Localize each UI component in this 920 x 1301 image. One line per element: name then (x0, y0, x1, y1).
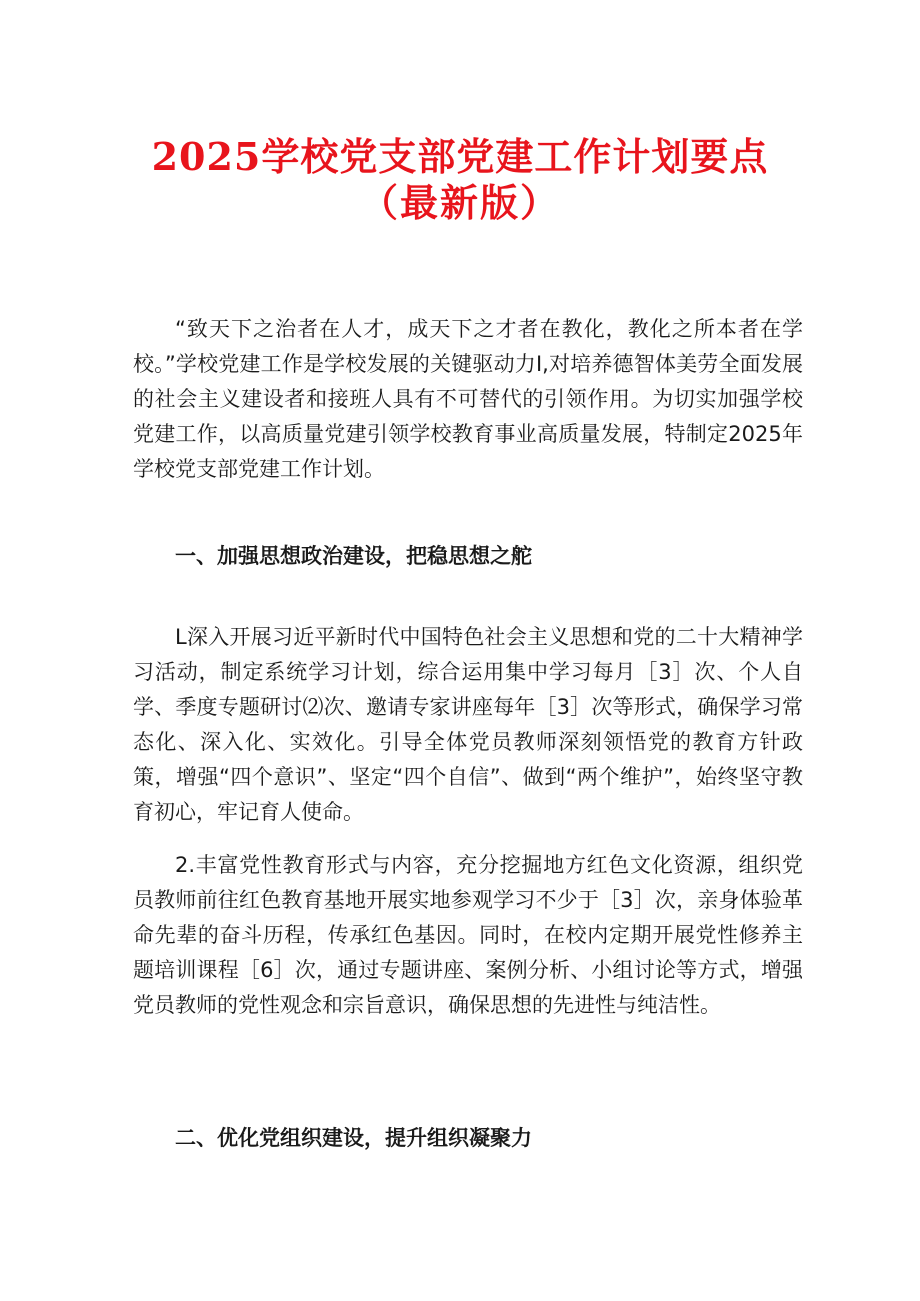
section-1-paragraph-2: 2.丰富党性教育形式与内容，充分挖掘地方红色文化资源，组织党员教师前往红色教育基地开展实地参观学习不少于［3］次，亲身体验革命先辈的奋斗历程，传承红色基因。同时，在校内定期开展党性修养主题培训课程［6］次，通过专题讲座、案例分析、小组讨论等方式，增强党员教师的党性观念和宗旨意识，确保思想的先进性与纯洁性。 (133, 853, 803, 1017)
document-subtitle: （最新版） (359, 180, 560, 225)
section-heading-1: 一、加强思想政治建设，把稳思想之舵 (175, 544, 532, 568)
section-1-paragraph-1: L深入开展习近平新时代中国特色社会主义思想和党的二十大精神学习活动，制定系统学习计划，综合运用集中学习每月［3］次、个人自学、季度专题研讨⑵次、邀请专家讲座每年［3］次等形式，确保学习常态化、深入化、实效化。引导全体党员教师深刻领悟党的教育方针政策，增强“四个意识”、坚定“四个自信”、做到“两个维护”，始终坚守教育初心，牢记育人使命。 (133, 625, 803, 824)
intro-paragraph: “致天下之治者在人才，成天下之才者在教化，教化之所本者在学校。”学校党建工作是学校发展的关键驱动力I,对培养德智体美劳全面发展的社会主义建设者和接班人具有不可替代的引领作用。为切实加强学校党建工作，以高质量党建引领学校教育事业高质量发展，特制定2025年学校党支部党建工作计划。 (133, 317, 803, 481)
section-heading-2: 二、优化党组织建设，提升组织凝聚力 (175, 1126, 532, 1150)
document-title: 2025学校党支部党建工作计划要点 (151, 134, 769, 179)
